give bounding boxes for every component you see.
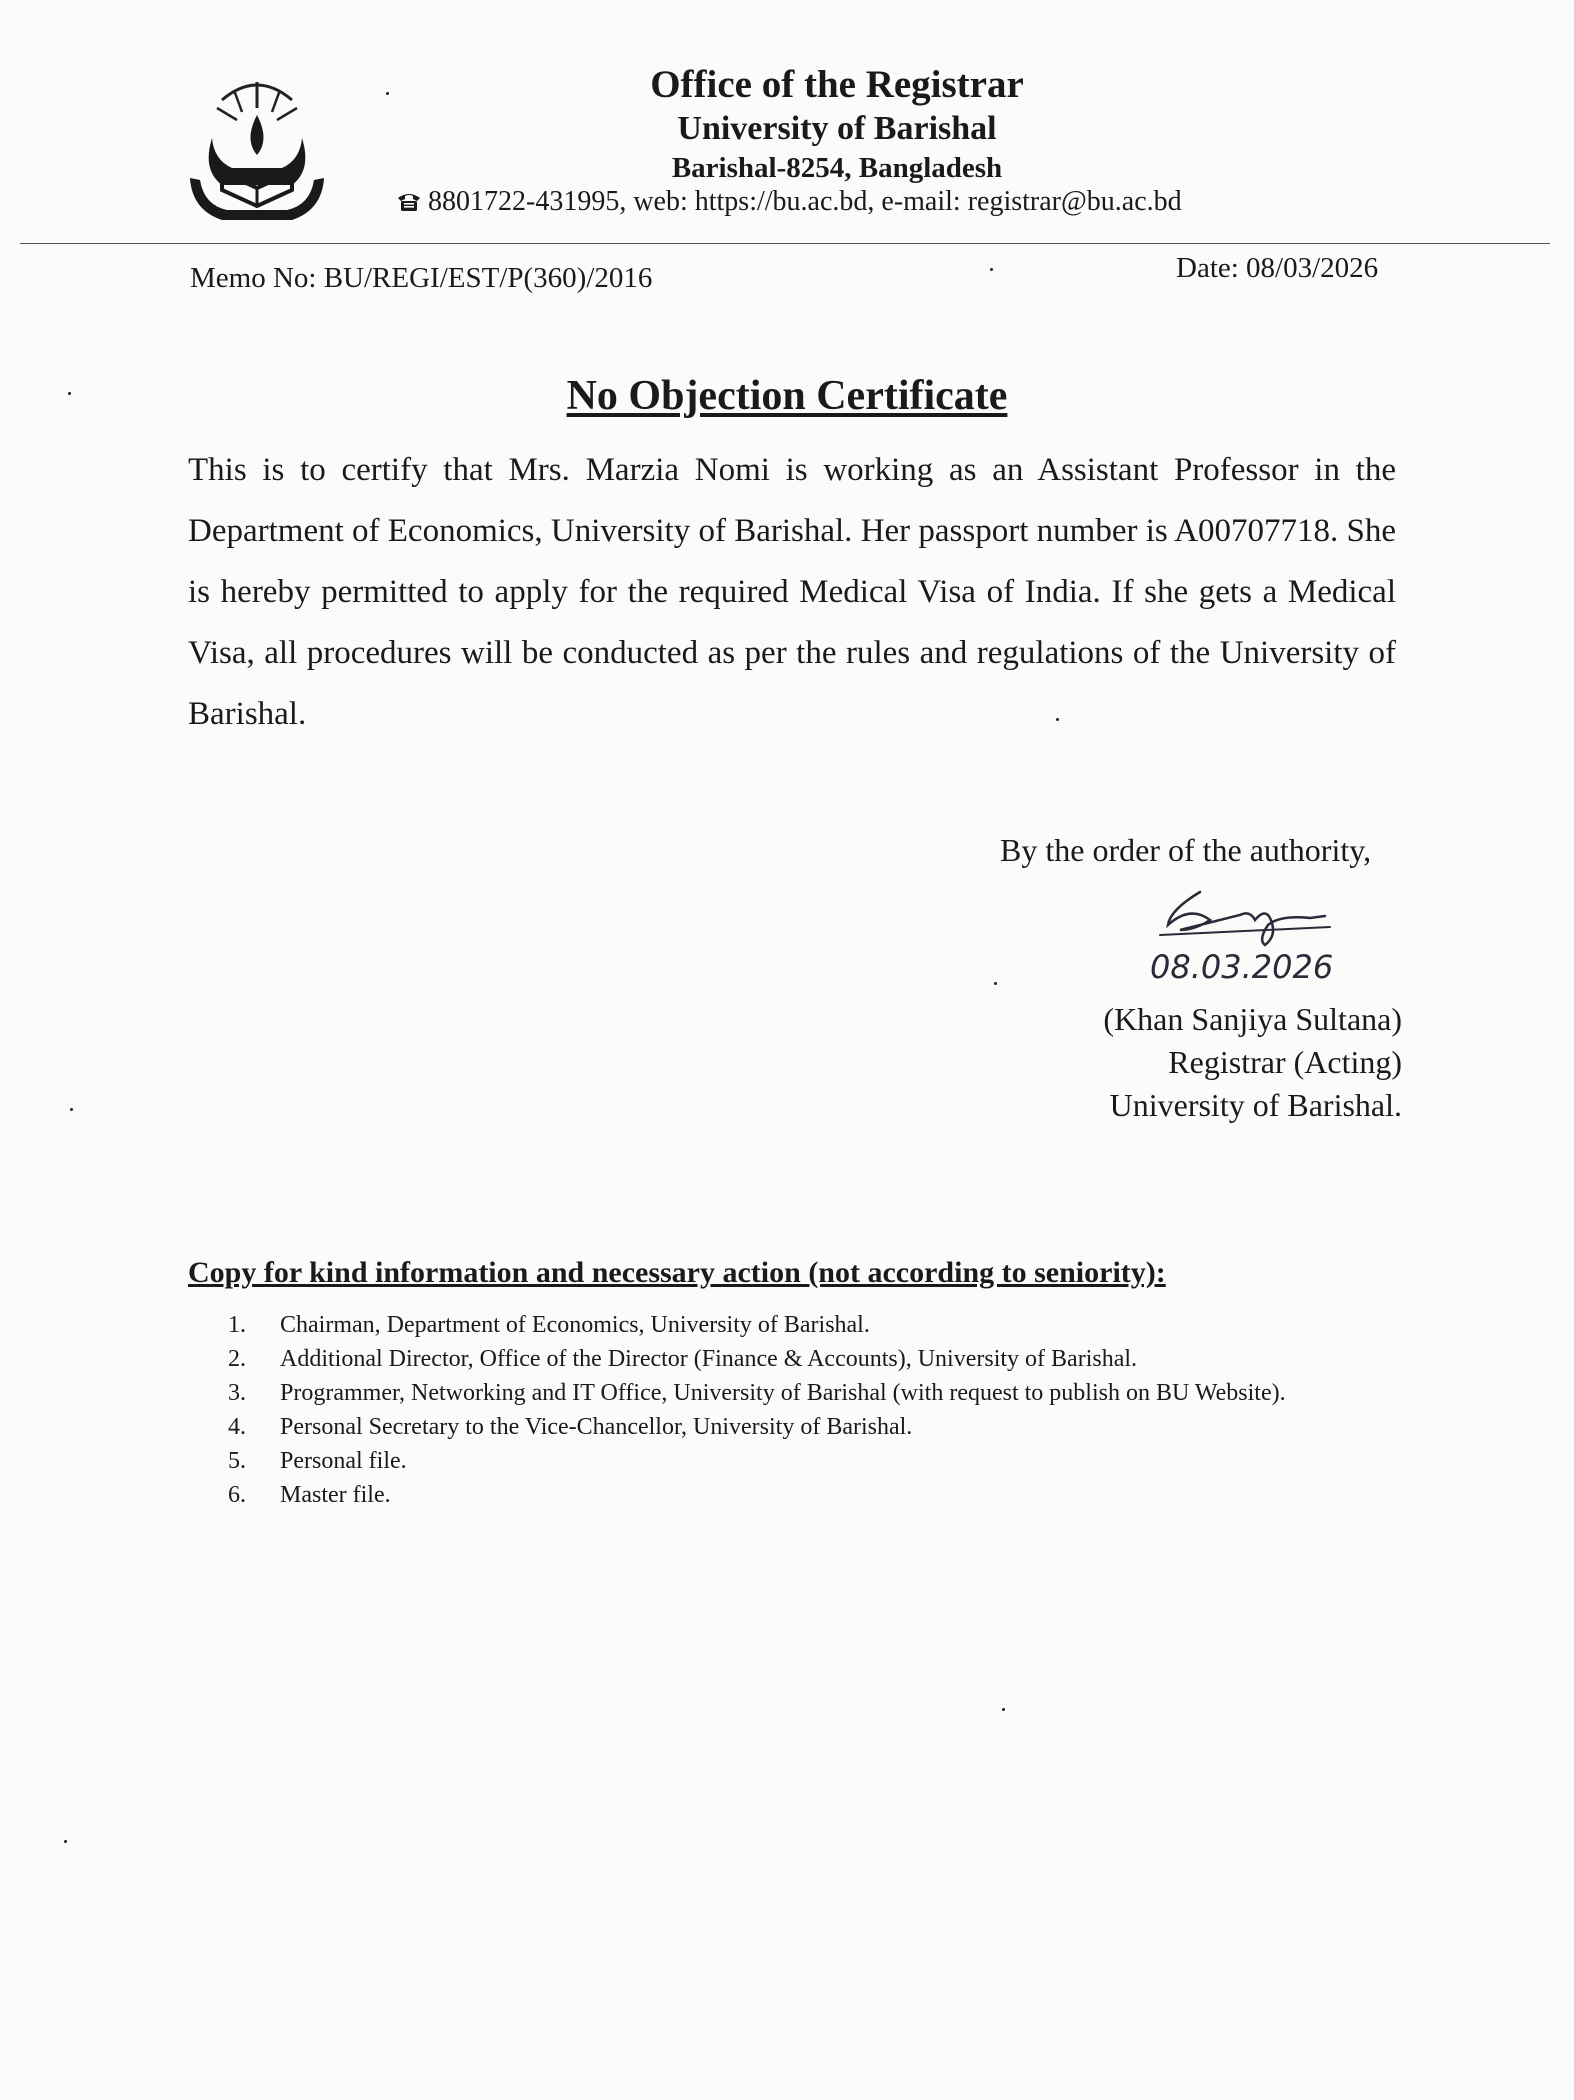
signatory-designation: Registrar (Acting): [1168, 1044, 1402, 1080]
copy-heading: Copy for kind information and necessary action (not according to seniority):: [188, 1256, 1166, 1289]
list-item: 3. Programmer, Networking and IT Office, University of Barishal (with request to publish on BU Website).: [228, 1380, 1286, 1406]
signatory-institution: University of Barishal.: [1109, 1087, 1402, 1123]
scan-speck: [68, 392, 71, 395]
header-divider: [20, 243, 1550, 244]
memo-number: Memo No: BU/REGI/EST/P(360)/2016: [190, 262, 653, 294]
list-item: 4. Personal Secretary to the Vice-Chancellor, University of Barishal.: [228, 1414, 913, 1440]
scan-speck: [994, 982, 997, 985]
document-date: Date: 08/03/2026: [1176, 252, 1379, 284]
scan-speck: [64, 1840, 67, 1843]
list-item: 2. Additional Director, Office of the Director (Finance & Accounts), University of Barishal.: [228, 1346, 1138, 1372]
authority-line: By the order of the authority,: [1000, 832, 1372, 868]
office-title: Office of the Registrar: [650, 63, 1024, 106]
signature-date: 08.03.2026: [1150, 948, 1334, 986]
scan-speck: [70, 1108, 73, 1111]
signatory-block: [1103, 998, 1402, 1127]
university-address: Barishal-8254, Bangladesh: [671, 152, 1003, 184]
list-item: 6. Master file.: [228, 1482, 391, 1508]
contact-text: 8801722-431995, web: https://bu.ac.bd, e-mail: registrar@bu.ac.bd: [428, 186, 1182, 217]
list-item: 5. Personal file.: [228, 1448, 407, 1474]
contact-line: [396, 186, 1182, 218]
scan-speck: [1002, 1708, 1005, 1711]
scan-speck: [1056, 718, 1059, 721]
university-name: University of Barishal: [677, 110, 997, 147]
scan-speck: [386, 92, 389, 95]
signatory-name: (Khan Sanjiya Sultana): [1103, 1001, 1402, 1037]
certificate-body: This is to certify that Mrs. Marzia Nomi is working as an Assistant Professor in the Department of Economics, University of Barishal. Her passport number is A00707718. She is hereby permitted to apply for the required Medical Visa of India. If she gets a Medical Visa, all procedures will be conducted as per the rules and regulations of the University of Barishal.: [188, 452, 1396, 732]
list-item: 1. Chairman, Department of Economics, University of Barishal.: [228, 1312, 870, 1338]
telephone-icon: [396, 190, 422, 212]
scan-speck: [990, 268, 993, 271]
copy-list: [228, 1308, 1286, 1512]
handwritten-signature: [1140, 880, 1400, 990]
certificate-title: No Objection Certificate: [566, 373, 1008, 419]
